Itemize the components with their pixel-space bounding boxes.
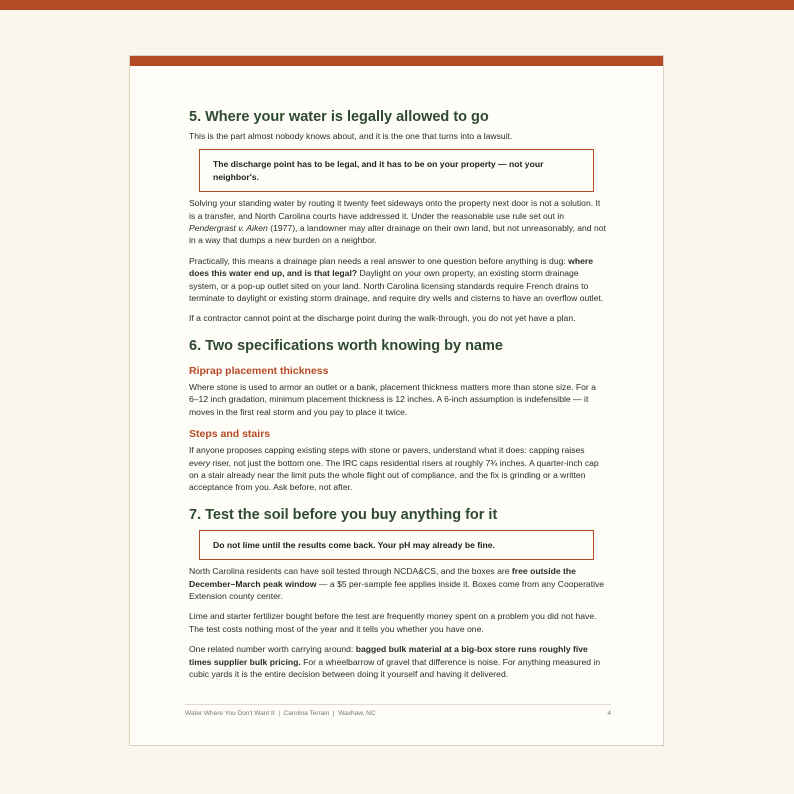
- section-5-paragraph-1: Solving your standing water by routing it twenty feet sideways onto the property next door is not a solution. It is a transfer, and North Carolina courts have addressed it. Under the reasonable use rule set out in Pendergrast v. Aiken (1977), a landowner may alter drainage on their own land, but not unreasonably, and not in a way that dumps a new burden on a neighbor.: [189, 198, 606, 246]
- free-window-note: free outside the December–March peak window: [189, 566, 576, 589]
- section-7-callout: Do not lime until the results come back. Your pH may already be fine.: [199, 530, 594, 560]
- riprap-paragraph: Where stone is used to armor an outlet or a bank, placement thickness matters more than stone size. For a 6–12 inch gradation, minimum placement thickness is 12 inches. A 6-inch assumption is indefensible — it moves in the first real storm and you pay to place it twice.: [189, 381, 596, 417]
- section-5-callout: The discharge point has to be legal, and it has to be on your property — not your neighbor's.: [199, 149, 594, 192]
- page-number: 4: [607, 710, 611, 717]
- footer-text: Water Where You Don't Want It | Carolina Terrain | Waxhaw, NC: [185, 710, 376, 717]
- section-5-intro: This is the part almost nobody knows about, and it is the one that turns into a lawsuit.: [189, 131, 513, 141]
- section-heading-7: 7. Test the soil before you buy anything for it: [189, 506, 498, 523]
- key-question: where does this water end up, and is that legal?: [189, 255, 593, 279]
- page-content: [189, 108, 607, 680]
- section-7-paragraph-1: North Carolina residents can have soil tested through NCDA&CS, and the boxes are free outside the December–March peak window — a $5 per-sample fee applies inside it. Boxes come from any Cooperative Extension county center.: [189, 566, 605, 601]
- subheading-riprap: Riprap placement thickness: [189, 364, 329, 377]
- case-citation: Pendergrast v. Aiken: [189, 223, 268, 234]
- section-5-paragraph-2: Practically, this means a drainage plan needs a real answer to one question before anything is dug: where does this water end up, and is that legal? Daylight on your own property, an existing storm drainage system, or a pop-up outlet sited on your land. North Carolina licensing standards require French drains to terminate to daylight or existing storm drainage, and require dry wells and cisterns to have an overflow outlet.: [189, 255, 604, 304]
- section-5-paragraph-3: If a contractor cannot point at the discharge point during the walk-through, you do not yet have a plan.: [189, 313, 576, 324]
- top-accent-bar: [0, 0, 794, 10]
- subheading-steps: Steps and stairs: [189, 428, 271, 441]
- document-page: [129, 55, 664, 746]
- page-accent-bar: [130, 56, 663, 66]
- page-footer: [185, 704, 611, 717]
- bulk-pricing-note: bagged bulk material at a big-box store runs roughly five times supplier bulk pricing.: [189, 644, 588, 667]
- section-heading-6: 6. Two specifications worth knowing by name: [189, 337, 503, 354]
- emphasis-every: every: [189, 457, 211, 468]
- section-heading-5: 5. Where your water is legally allowed to go: [189, 109, 489, 125]
- section-7-paragraph-2: Lime and starter fertilizer bought before the test are frequently money spent on a problem you did not have. The test costs nothing most of the year and it tells you whether you have one.: [189, 611, 597, 634]
- section-7-paragraph-3: One related number worth carrying around: bagged bulk material at a big-box store runs roughly five times supplier bulk pricing. For a wheelbarrow of gravel that difference is noise. For anything measured in cubic yards it is the entire decision between doing it yourself and having it delivered.: [189, 644, 601, 679]
- steps-paragraph: If anyone proposes capping existing steps with stone or pavers, understand what it does: capping raises every riser, not just the bottom one. The IRC caps residential risers at roughly 7¾ inches. A quarter-inch cap on a stair already near the limit puts the whole flight out of compliance, and the fix is grinding or a written acceptance from you. Ask before, not after.: [189, 445, 599, 493]
